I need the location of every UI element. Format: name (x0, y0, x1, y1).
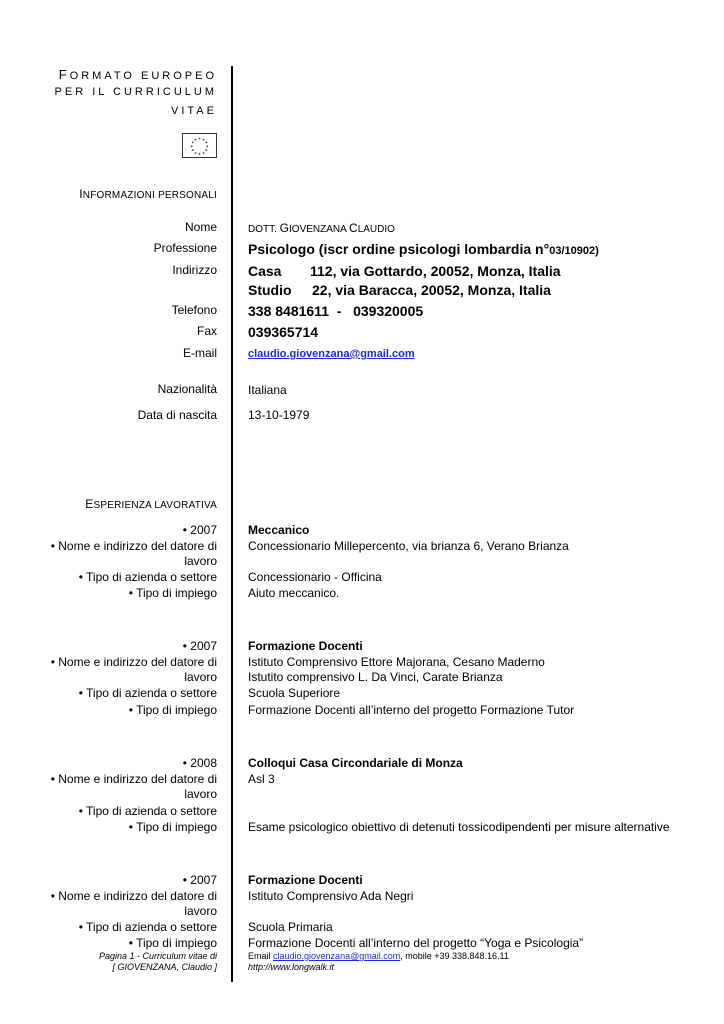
name-rest-1: IOVENZANA (289, 224, 350, 235)
entry-employer-2: Istutito comprensivo L. Da Vinci, Carate Brianza (248, 670, 503, 684)
label-employer (51, 539, 217, 569)
entry-title: Formazione Docenti (248, 639, 363, 653)
address-studio (248, 283, 551, 298)
entry-title: Formazione Docenti (248, 873, 363, 887)
cv-title-line-2: PER IL CURRICULUM (54, 86, 217, 98)
label-fax: Fax (196, 324, 217, 338)
cv-title-line-1 (59, 67, 217, 82)
value-profession (248, 242, 599, 259)
cv-title-rest: ORMATO EUROPEO (69, 70, 217, 82)
entry-sector: Scuola Superiore (248, 686, 341, 700)
label-sector: • Tipo di azienda o settore (78, 920, 217, 934)
label-address: Indirizzo (172, 263, 217, 277)
entry-year: • 2008 (182, 756, 217, 770)
address-home-label: Casa (248, 263, 282, 279)
label-employer-line-2: lavoro (184, 670, 217, 684)
entry-year: • 2007 (182, 523, 217, 537)
label-name: Nome (184, 220, 217, 234)
entry-role: Aiuto meccanico. (248, 586, 340, 600)
address-home-value: 112, via Gottardo, 20052, Monza, Italia (310, 263, 561, 279)
section-cap: E (85, 497, 94, 511)
entry-sector: Scuola Primaria (248, 920, 333, 934)
label-nationality: Nazionalità (157, 382, 217, 396)
address-studio-value: 22, via Baracca, 20052, Monza, Italia (312, 282, 551, 298)
label-employer (51, 889, 217, 919)
name-rest-2: LAUDIO (357, 224, 395, 235)
entry-employer: Istituto Comprensivo Ettore Majorana, Cesano Maderno (248, 655, 545, 669)
entry-title: Colloqui Casa Circondariale di Monza (248, 756, 463, 770)
label-employer-line-2: lavoro (184, 787, 217, 801)
label-employer-line-1: • Nome e indirizzo del datore di (50, 539, 217, 553)
entry-employer: Asl 3 (248, 772, 275, 786)
footer-page-line-2: [ GIOVENZANA, Claudio ] (112, 962, 217, 972)
cv-title-cap: F (58, 67, 70, 82)
profession-main: Psicologo (iscr ordine psicologi lombardia n° (248, 241, 550, 257)
value-fax: 039365714 (248, 324, 319, 340)
address-home (248, 264, 561, 279)
footer-mobile: , mobile +39 338.848.16.11 (400, 951, 509, 961)
column-divider (231, 66, 233, 982)
section-work-experience (85, 497, 217, 511)
label-sector: • Tipo di azienda o settore (78, 686, 217, 700)
footer-page-line-1: Pagina 1 - Curriculum vitae di (98, 951, 217, 961)
address-studio-label: Studio (248, 282, 292, 298)
section-rest: SPERIENZA LAVORATIVA (93, 500, 217, 511)
section-personal-info (79, 187, 217, 201)
email-link[interactable]: claudio.giovenzana@gmail.com (248, 348, 415, 360)
footer-website[interactable]: http://www.longwalk.it (248, 962, 335, 972)
label-phone: Telefono (171, 303, 217, 317)
footer-email-label: Email (248, 951, 274, 961)
label-role: • Tipo di impiego (128, 936, 217, 950)
eu-flag-icon (182, 133, 217, 158)
label-employer-line-2: lavoro (184, 904, 217, 918)
label-role: • Tipo di impiego (128, 820, 217, 834)
section-cap: I (79, 187, 83, 201)
name-prefix: DOTT. (248, 224, 280, 235)
section-rest: NFORMAZIONI PERSONALI (82, 190, 217, 201)
footer-email-link[interactable]: claudio.giovenzana@gmail.com (273, 951, 401, 961)
profession-number: 03/10902) (549, 245, 599, 257)
label-employer (51, 655, 217, 685)
label-employer-line-2: lavoro (184, 554, 217, 568)
footer-page-info (99, 951, 217, 973)
entry-employer: Concessionario Millepercento, via brianza 6, Verano Brianza (248, 539, 569, 553)
entry-employer: Istituto Comprensivo Ada Negri (248, 889, 414, 903)
entry-role: Esame psicologico obiettivo di detenuti tossicodipendenti per misure alternative (248, 820, 670, 834)
label-employer-line-1: • Nome e indirizzo del datore di (50, 772, 217, 786)
label-email: E-mail (182, 346, 217, 360)
entry-role: Formazione Docenti all’interno del progetto Formazione Tutor (248, 703, 575, 717)
value-nationality: Italiana (248, 383, 287, 397)
value-phone: 338 8481611 - 039320005 (248, 303, 424, 319)
label-sector: • Tipo di azienda o settore (78, 570, 217, 584)
entry-title: Meccanico (248, 523, 310, 537)
label-employer (51, 772, 217, 802)
entry-year: • 2007 (182, 639, 217, 653)
label-birth-date: Data di nascita (137, 408, 217, 422)
entry-role: Formazione Docenti all’interno del progetto “Yoga e Psicologia” (248, 936, 584, 950)
footer-contact (248, 951, 509, 962)
label-role: • Tipo di impiego (128, 586, 217, 600)
cv-title-line-3: VITAE (171, 105, 217, 117)
entry-year: • 2007 (182, 873, 217, 887)
name-cap-1: G (279, 221, 290, 235)
label-employer-line-1: • Nome e indirizzo del datore di (50, 889, 217, 903)
entry-sector: Concessionario - Officina (248, 570, 382, 584)
value-name (248, 221, 395, 237)
name-cap-2: C (349, 221, 358, 235)
label-sector: • Tipo di azienda o settore (78, 804, 217, 818)
value-birth-date: 13-10-1979 (248, 408, 310, 422)
label-profession: Professione (153, 241, 217, 255)
label-employer-line-1: • Nome e indirizzo del datore di (50, 655, 217, 669)
label-role: • Tipo di impiego (128, 703, 217, 717)
